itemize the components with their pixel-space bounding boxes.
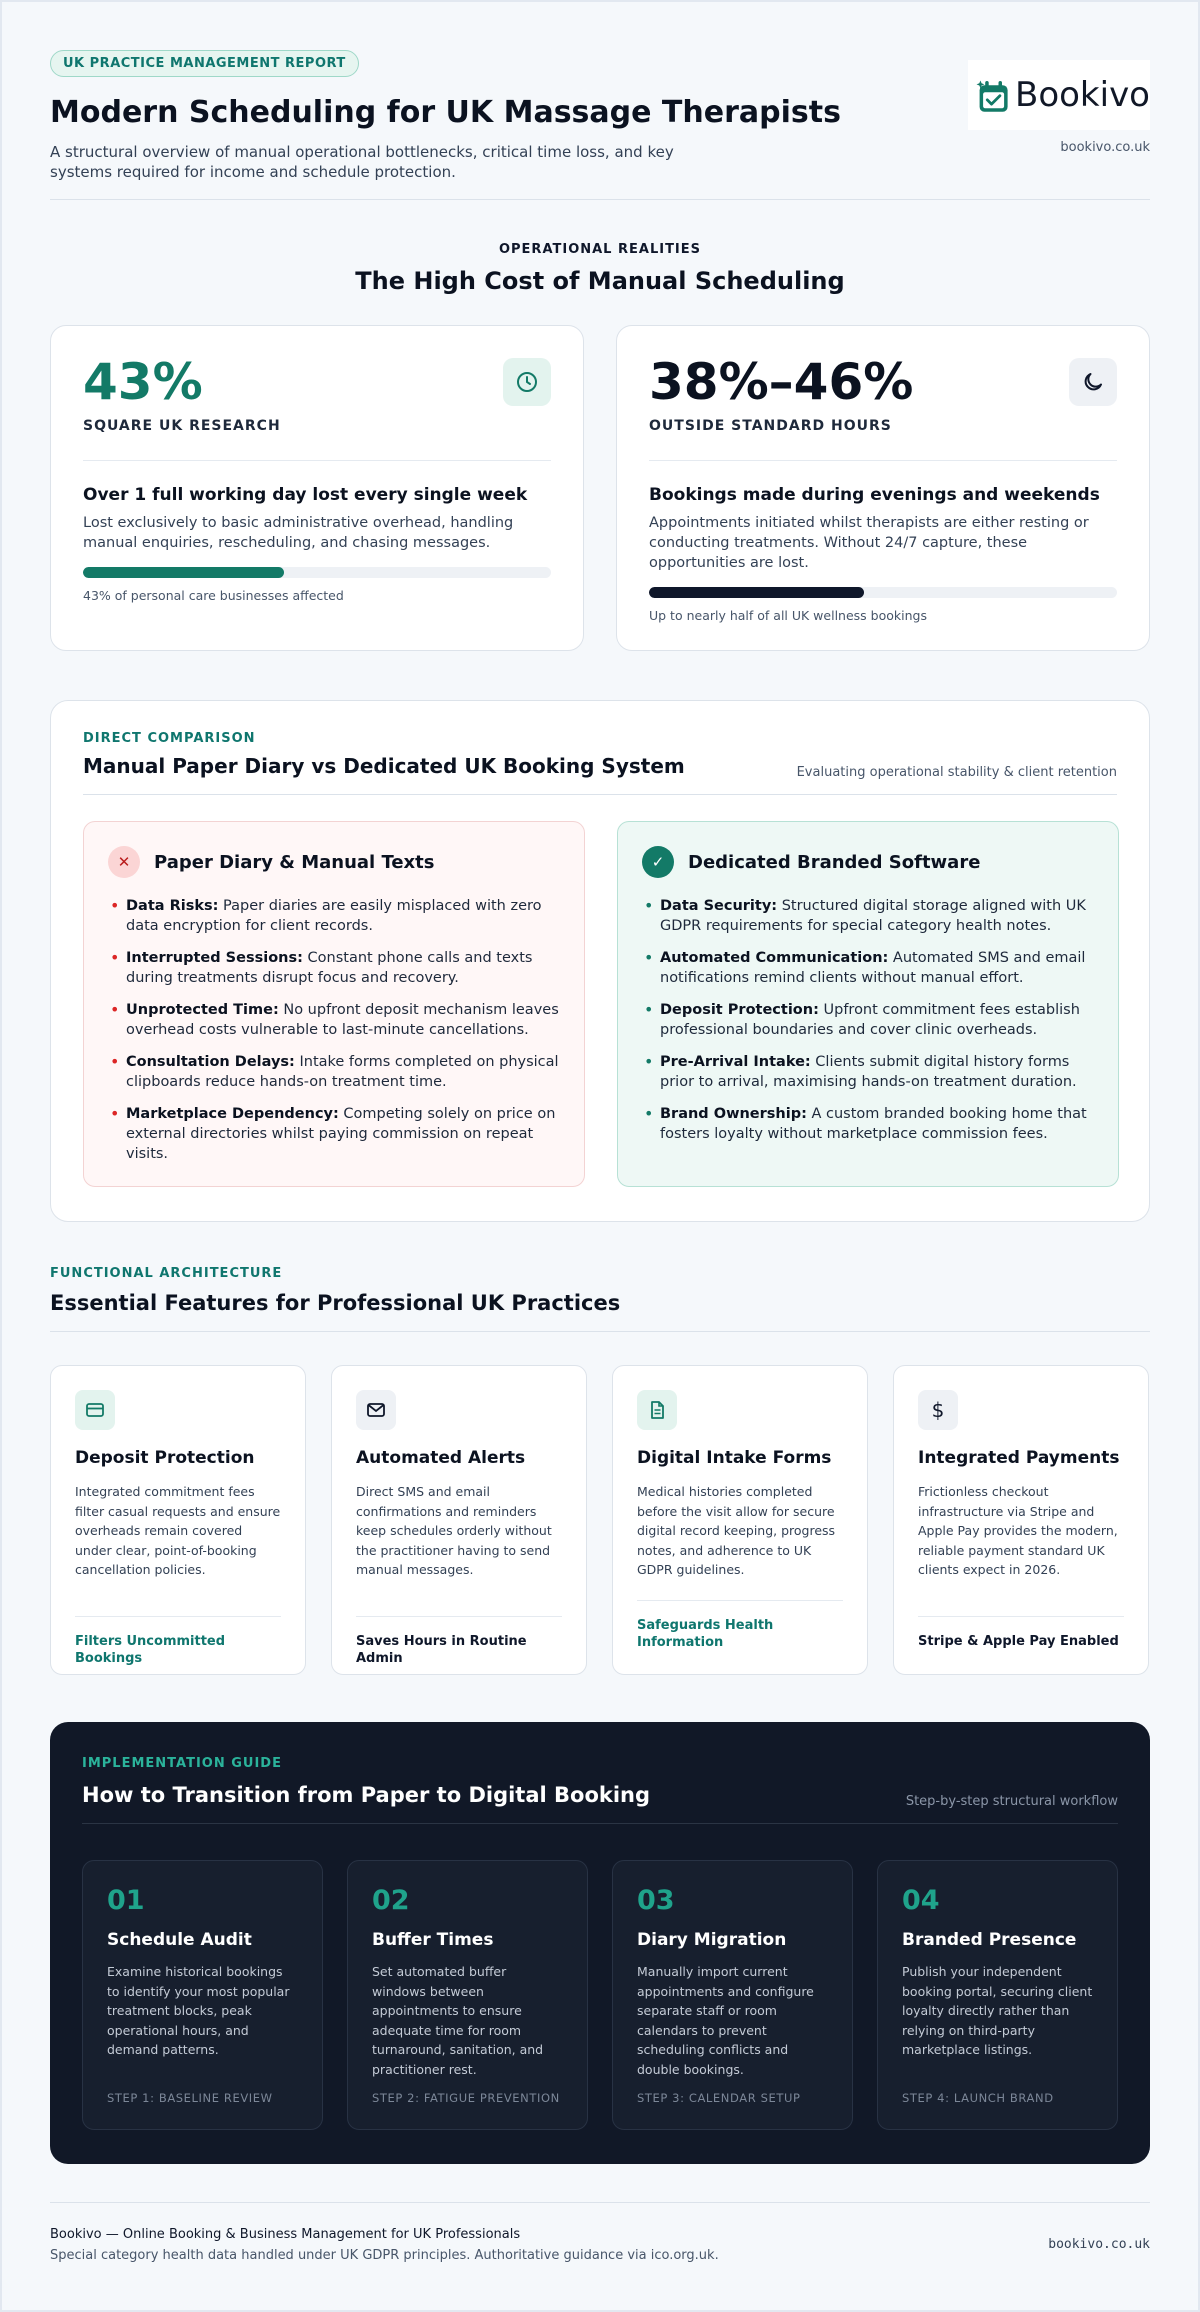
stat-body: Appointments initiated whilst therapists are either resting or conducting treatments. Without 24/7 capture, these opportunities are lost. [649,515,1089,571]
bullet-icon: • [644,1104,654,1123]
step-body: Manually import current appointments and configure separate staff or room calendars to prevent scheduling conflicts and double bookings. [637,1964,814,2077]
bullet-icon: • [644,896,654,915]
step-number: 02 [372,1885,410,1916]
drawback-list [108,896,560,1164]
item-lead: Unprotected Time: [126,1002,279,1018]
step-body: Examine historical bookings to identify your most popular treatment blocks, peak operational hours, and demand patterns. [107,1964,290,2057]
feature-footer: Filters Uncommitted Bookings [75,1616,281,1667]
page-subtitle: A structural overview of manual operational bottlenecks, critical time loss, and key systems required for income and schedule protection. [50,143,674,181]
item-text: Automated SMS and email notifications remind clients without manual effort. [660,950,1086,986]
stat-label: SQUARE UK RESEARCH [83,418,281,434]
progress-bar [649,587,1117,598]
section-title: Essential Features for Professional UK Practices [50,1291,621,1315]
feature-body: Integrated commitment fees filter casual requests and ensure overheads remain covered under clear, point-of-booking cancellation policies. [75,1484,281,1577]
features-heading [50,1266,1150,1332]
step-footer: STEP 4: LAUNCH BRAND [902,2091,1054,2105]
feature-body: Frictionless checkout infrastructure via Stripe and Apple Pay provides the modern, reliable payment standard UK clients expect in 2026. [918,1484,1118,1577]
column-title: Dedicated Branded Software [688,851,981,873]
item-text: Intake forms completed on physical clipboards reduce hands-on treatment time. [126,1054,559,1090]
mail-icon [356,1390,396,1430]
item-text: Structured digital storage aligned with UK GDPR requirements for special category health notes. [660,898,1086,934]
stat-label: OUTSIDE STANDARD HOURS [649,418,892,434]
feature-cards [50,1365,1150,1675]
item-lead: Consultation Delays: [126,1054,295,1070]
bullet-icon: • [644,1052,654,1071]
feature-card [612,1365,868,1675]
item-lead: Deposit Protection: [660,1002,819,1018]
page-footer [50,2202,1150,2263]
header [50,50,1150,182]
bullet-icon: • [110,896,120,915]
section-kicker: FUNCTIONAL ARCHITECTURE [50,1266,283,1281]
dollar-icon: $ [918,1390,958,1430]
step-title: Schedule Audit [107,1930,252,1950]
feature-footer: Saves Hours in Routine Admin [356,1616,562,1667]
bullet-icon: • [110,948,120,967]
report-badge: UK PRACTICE MANAGEMENT REPORT [50,50,359,77]
features-divider [50,1331,1150,1332]
stat-body: Lost exclusively to basic administrative overhead, handling manual enquiries, rescheduling, and chasing messages. [83,515,514,551]
logo-wordmark: Bookivo [1015,75,1150,115]
item-lead: Marketplace Dependency: [126,1106,339,1122]
progress-caption: Up to nearly half of all UK wellness bookings [649,608,927,623]
bullet-icon: • [110,1000,120,1019]
section-kicker: DIRECT COMPARISON [83,731,256,746]
stat-heading: Bookings made during evenings and weekends [649,485,1100,505]
feature-card [331,1365,587,1675]
calendar-check-icon [974,69,1009,121]
section-title: Manual Paper Diary vs Dedicated UK Booking System [83,754,685,778]
cross-icon: ✕ [108,846,140,878]
item-lead: Pre-Arrival Intake: [660,1054,811,1070]
moon-icon [1069,358,1117,406]
header-divider [50,199,1150,200]
feature-title: Deposit Protection [75,1448,255,1468]
realities-heading [50,242,1150,295]
step-title: Diary Migration [637,1930,787,1950]
stat-divider [83,460,551,461]
implementation-divider [82,1823,1118,1824]
item-text: Clients submit digital history forms prior to arrival, maximising hands-on treatment duration. [660,1054,1077,1090]
step-number: 03 [637,1885,675,1916]
step-title: Buffer Times [372,1930,494,1950]
bullet-icon: • [644,948,654,967]
stat-heading: Over 1 full working day lost every single week [83,485,528,505]
stat-cards [50,325,1150,651]
item-lead: Data Risks: [126,898,219,914]
comparison-card [50,700,1150,1222]
progress-fill [83,567,284,578]
comparison-divider [83,794,1117,795]
list-item [642,1000,1094,1040]
item-lead: Brand Ownership: [660,1106,807,1122]
step-number: 01 [107,1885,145,1916]
item-text: No upfront deposit mechanism leaves overhead costs vulnerable to last-minute cancellations. [126,1002,559,1038]
stat-card [616,325,1150,651]
section-kicker: IMPLEMENTATION GUIDE [82,1756,282,1771]
list-item [108,1104,560,1164]
step-card [612,1860,853,2130]
item-lead: Interrupted Sessions: [126,950,303,966]
section-kicker: OPERATIONAL REALITIES [498,242,702,257]
step-body: Set automated buffer windows between appointments to ensure adequate time for room turnaround, sanitation, and practitioner rest. [372,1964,544,2077]
list-item [642,896,1094,936]
step-card [877,1860,1118,2130]
column-title: Paper Diary & Manual Texts [154,851,435,873]
feature-title: Digital Intake Forms [637,1448,832,1468]
feature-title: Automated Alerts [356,1448,526,1468]
step-number: 04 [902,1885,940,1916]
feature-body: Medical histories completed before the visit allow for secure digital record keeping, progress notes, and adherence to UK GDPR guidelines. [637,1484,836,1577]
software-column [617,821,1119,1187]
item-text: Competing solely on price on external directories whilst paying commission on repeat visits. [126,1106,556,1162]
progress-bar [83,567,551,578]
document-icon [637,1390,677,1430]
stat-value: 38%–46% [649,353,914,411]
list-item [108,1000,560,1040]
brand-logo[interactable] [968,60,1150,130]
step-footer: STEP 1: BASELINE REVIEW [107,2091,273,2105]
check-icon: ✓ [642,846,674,878]
feature-title: Integrated Payments [918,1448,1120,1468]
step-title: Branded Presence [902,1930,1077,1950]
section-title: The High Cost of Manual Scheduling [355,267,845,295]
item-text: Paper diaries are easily misplaced with zero data encryption for client records. [126,898,542,934]
stat-card [50,325,584,651]
step-card [347,1860,588,2130]
list-item [108,948,560,988]
feature-card [893,1365,1149,1675]
step-body: Publish your independent booking portal, securing client loyalty directly rather than relying on third-party marketplace listings. [902,1964,1093,2057]
feature-footer: Safeguards Health Information [637,1600,843,1651]
item-text: Constant phone calls and texts during treatments disrupt focus and recovery. [126,950,533,986]
paper-diary-column [83,821,585,1187]
website-url[interactable]: bookivo.co.uk [1060,140,1150,155]
section-title: How to Transition from Paper to Digital Booking [82,1783,651,1807]
step-footer: STEP 3: CALENDAR SETUP [637,2091,801,2105]
implementation-meta: Step-by-step structural workflow [905,1794,1118,1809]
bullet-icon: • [110,1052,120,1071]
stat-value: 43% [83,353,203,411]
list-item [108,896,560,936]
item-lead: Automated Communication: [660,950,889,966]
list-item [108,1052,560,1092]
item-text: Upfront commitment fees establish professional boundaries and cover clinic overheads. [660,1002,1080,1038]
footer-note: Special category health data handled under UK GDPR principles. Authoritative guidance via ico.org.uk. [50,2248,719,2263]
clock-icon [503,358,551,406]
feature-body: Direct SMS and email confirmations and reminders keep schedules orderly without the practitioner having to send manual messages. [356,1484,552,1577]
list-item [642,948,1094,988]
page-title: Modern Scheduling for UK Massage Therapists [50,95,841,130]
feature-card [50,1365,306,1675]
feature-footer: Stripe & Apple Pay Enabled [918,1616,1124,1650]
progress-caption: 43% of personal care businesses affected [83,588,344,603]
implementation-panel [50,1722,1150,2164]
bullet-icon: • [110,1104,120,1123]
list-item [642,1052,1094,1092]
item-lead: Data Security: [660,898,778,914]
footer-tagline: Bookivo — Online Booking & Business Management for UK Professionals [50,2227,521,2242]
step-footer: STEP 2: FATIGUE PREVENTION [372,2091,560,2105]
step-card [82,1860,323,2130]
comparison-meta: Evaluating operational stability & client retention [796,765,1117,780]
card-icon [75,1390,115,1430]
benefit-list [642,896,1094,1144]
list-item [642,1104,1094,1144]
progress-fill [649,587,864,598]
footer-url[interactable]: bookivo.co.uk [1048,2237,1150,2252]
bullet-icon: • [644,1000,654,1019]
item-text: A custom branded booking home that fosters loyalty without marketplace commission fees. [660,1106,1087,1142]
stat-divider [649,460,1117,461]
